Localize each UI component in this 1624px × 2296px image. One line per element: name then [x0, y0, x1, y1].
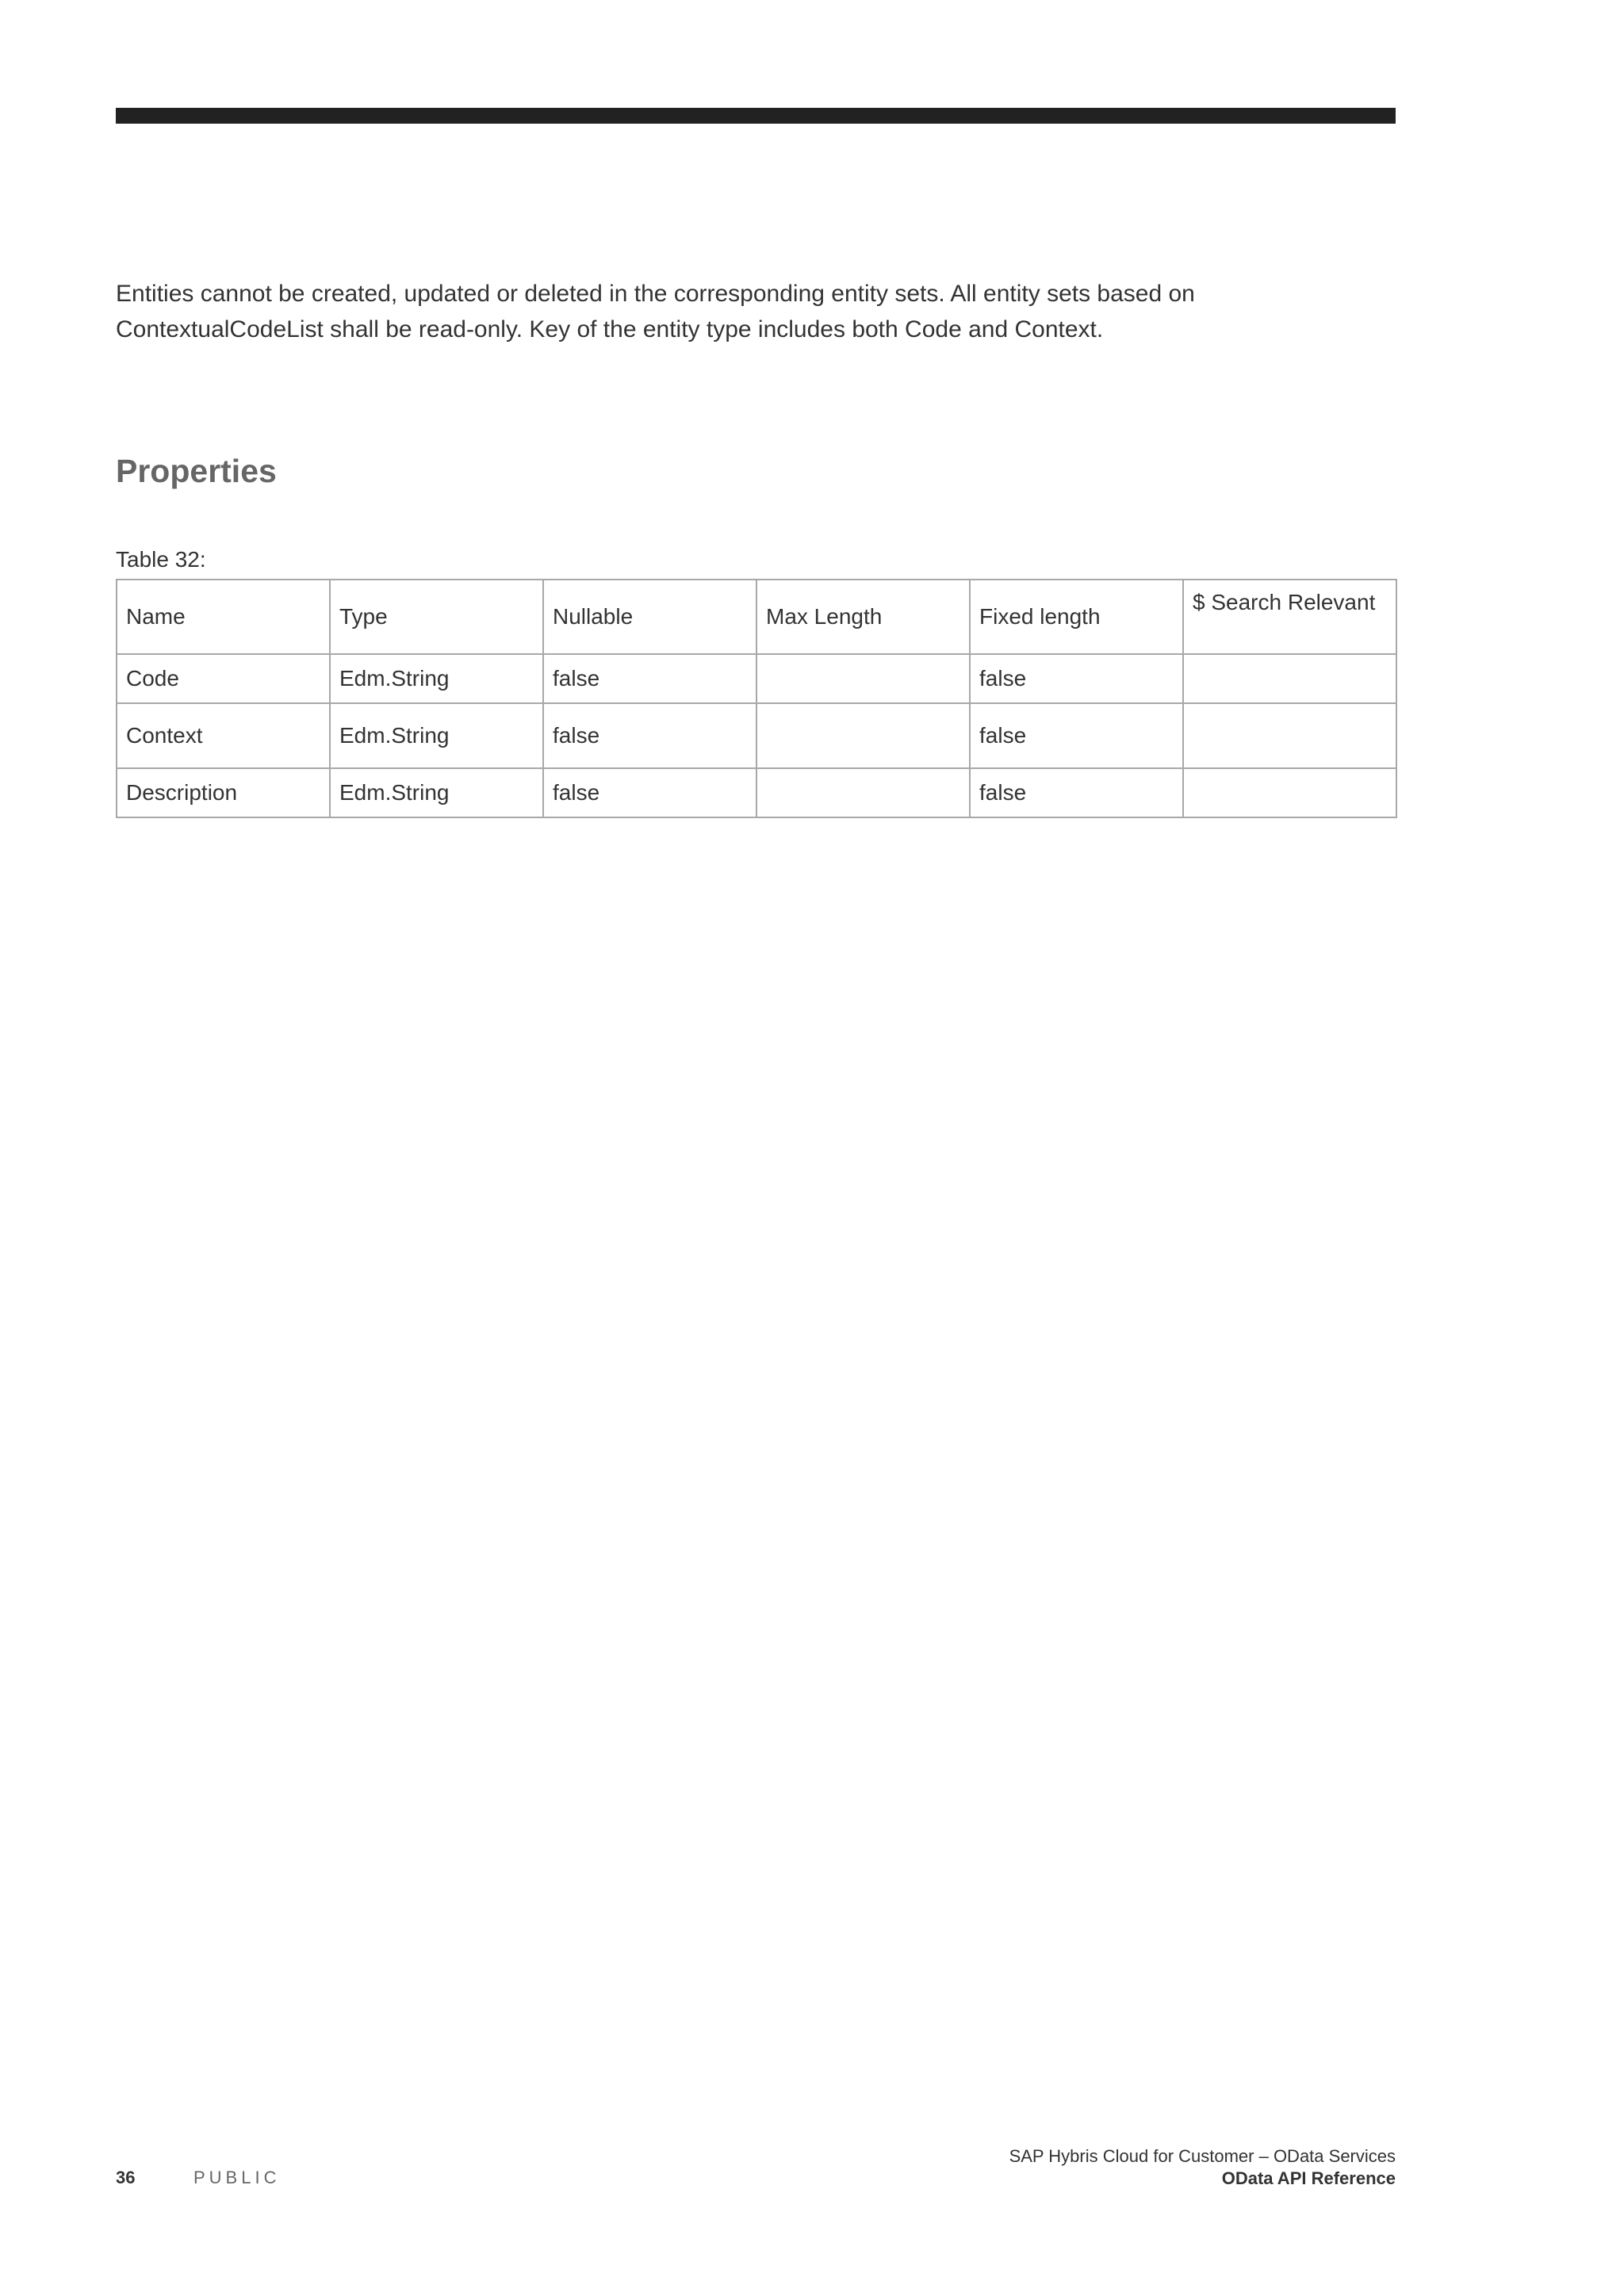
cell-fixed-length: false: [970, 768, 1183, 817]
cell-search-relevant: [1183, 703, 1396, 768]
column-header-search-relevant: $ Search Relevant: [1183, 580, 1396, 654]
cell-name: Context: [117, 703, 330, 768]
cell-search-relevant: [1183, 654, 1396, 703]
section-heading: Properties: [116, 453, 277, 489]
intro-line-2: ContextualCodeList shall be read-only. Key of the entity type includes both Code and Context.: [116, 316, 1104, 342]
column-header-max-length: Max Length: [756, 580, 970, 654]
cell-fixed-length: false: [970, 703, 1183, 768]
table-row: [117, 703, 1396, 768]
header-rule: [116, 108, 1396, 124]
cell-type: Edm.String: [330, 768, 543, 817]
cell-type: Edm.String: [330, 654, 543, 703]
cell-type: Edm.String: [330, 703, 543, 768]
column-header-fixed-length: Fixed length: [970, 580, 1183, 654]
column-header-type: Type: [330, 580, 543, 654]
cell-search-relevant: [1183, 768, 1396, 817]
document-subtitle: OData API Reference: [1221, 2168, 1396, 2188]
cell-name: Description: [117, 768, 330, 817]
cell-name: Code: [117, 654, 330, 703]
cell-nullable: false: [543, 768, 756, 817]
classification-label: PUBLIC: [193, 2168, 281, 2187]
cell-max-length: [756, 703, 970, 768]
cell-max-length: [756, 654, 970, 703]
table-caption: Table 32:: [116, 547, 206, 572]
intro-paragraph: [116, 276, 1396, 347]
properties-table: [116, 579, 1397, 818]
table-row: [117, 654, 1396, 703]
page-number: 36: [116, 2168, 136, 2187]
cell-nullable: false: [543, 703, 756, 768]
document-title: SAP Hybris Cloud for Customer – OData Services: [1009, 2146, 1396, 2166]
cell-max-length: [756, 768, 970, 817]
table-row: [117, 768, 1396, 817]
footer-doc-info: [1009, 2145, 1396, 2190]
column-header-nullable: Nullable: [543, 580, 756, 654]
column-header-name: Name: [117, 580, 330, 654]
cell-nullable: false: [543, 654, 756, 703]
cell-fixed-length: false: [970, 654, 1183, 703]
table-header-row: [117, 580, 1396, 654]
intro-line-1: Entities cannot be created, updated or deleted in the corresponding entity sets. All entity sets based on: [116, 281, 1195, 307]
